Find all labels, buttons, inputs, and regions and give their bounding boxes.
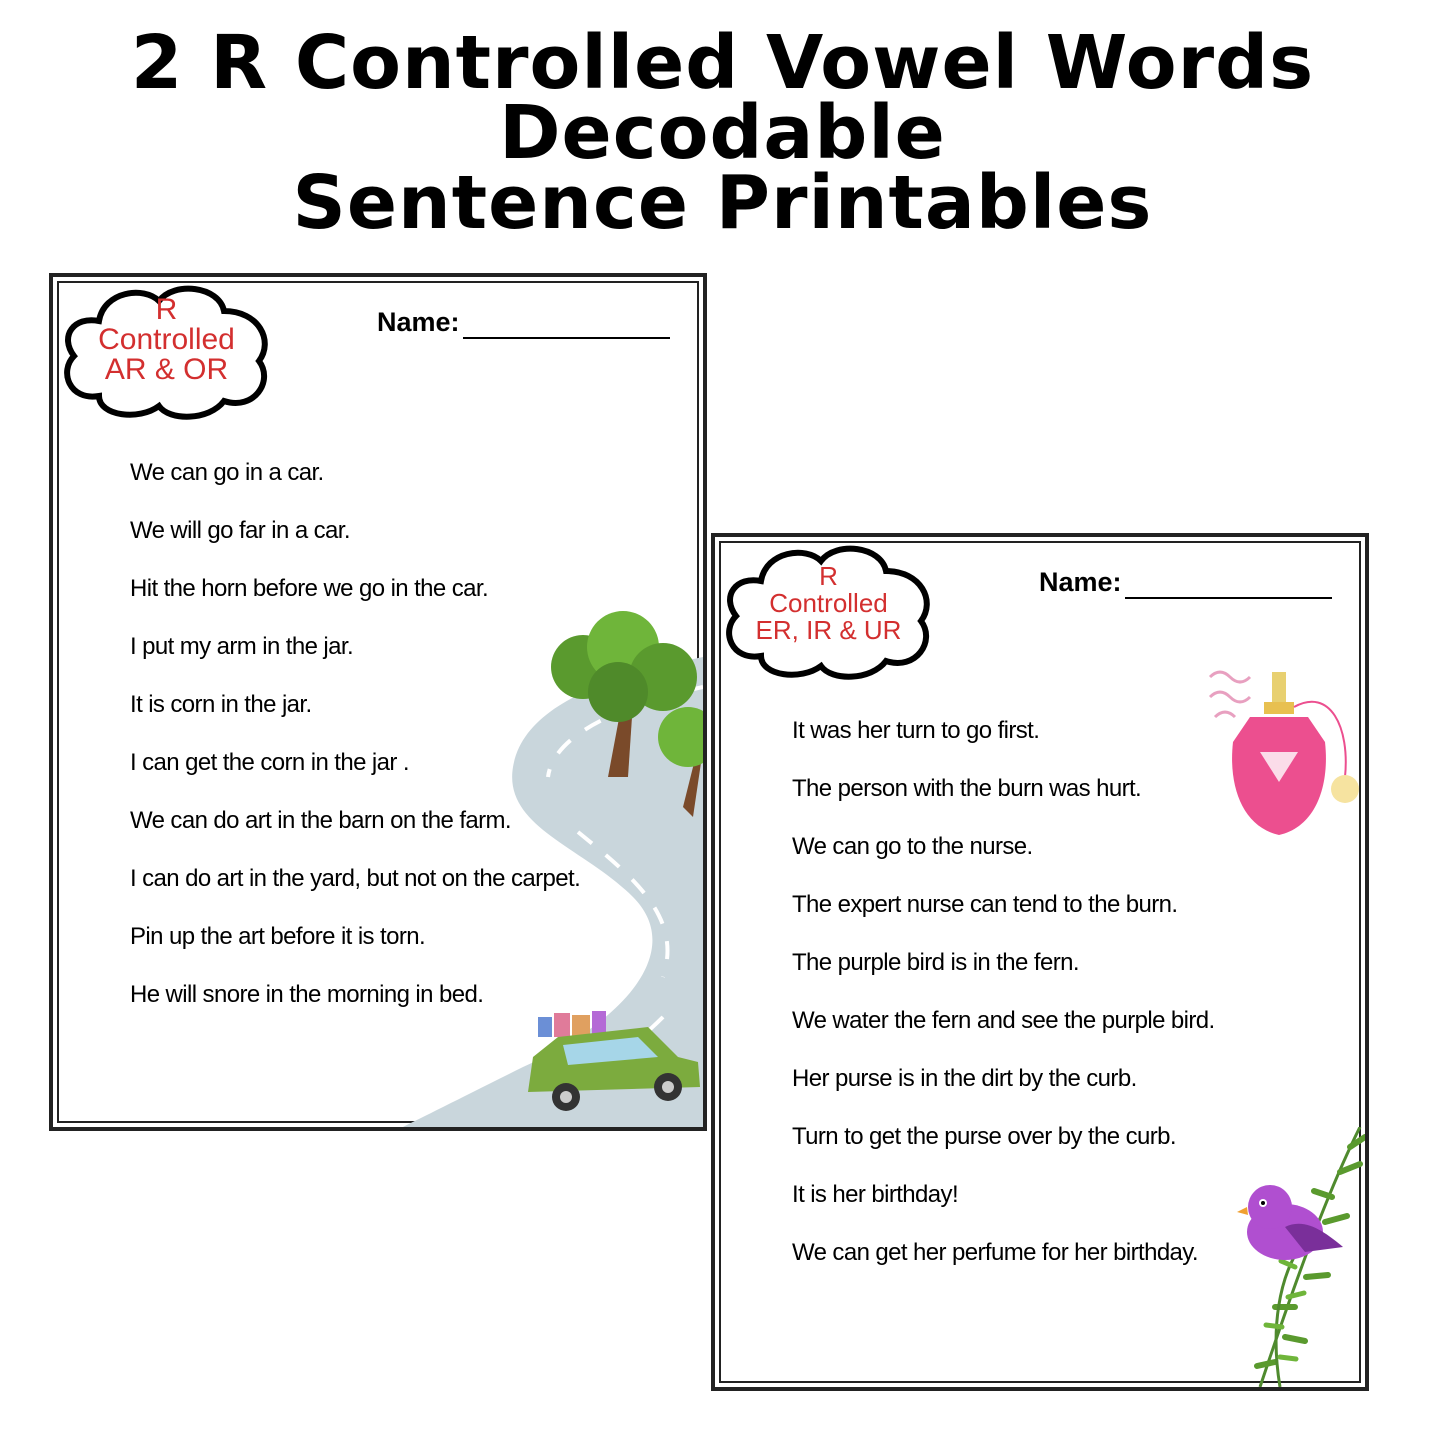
sentence-item: I can do art in the yard, but not on the carpet.	[130, 865, 581, 892]
sentence-item: We can go to the nurse.	[792, 833, 1033, 860]
badge-line-3: AR & OR	[104, 353, 229, 386]
sentence-item: It was her turn to go first.	[792, 717, 1040, 744]
sentence-item: It is her birthday!	[792, 1181, 959, 1208]
sentence-item: Turn to get the purse over by the curb.	[792, 1123, 1176, 1150]
badge-line-1: R	[819, 561, 838, 591]
sentence-item: We can do art in the barn on the farm.	[130, 807, 511, 834]
badge-line-2: Controlled	[98, 323, 235, 356]
name-field[interactable]	[463, 337, 670, 339]
sentence-item: Her purse is in the dirt by the curb.	[792, 1065, 1137, 1092]
badge-line-1: R	[155, 293, 178, 326]
worksheet-ar-or	[49, 273, 707, 1131]
sentence-list	[792, 717, 1215, 1297]
sentence-item: We will go far in a car.	[130, 517, 350, 544]
sentence-item: The person with the burn was hurt.	[792, 775, 1142, 802]
worksheet-er-ir-ur	[711, 533, 1369, 1391]
sentence-item: The purple bird is in the fern.	[792, 949, 1079, 976]
sentence-item: We can go in a car.	[130, 459, 324, 486]
bird-icon	[1235, 1177, 1345, 1267]
title-line-3: Sentence Printables	[292, 160, 1153, 246]
sentence-item: Hit the horn before we go in the car.	[130, 575, 489, 602]
page-title	[0, 20, 1445, 246]
sentence-item: It is corn in the jar.	[130, 691, 312, 718]
badge-line-3: ER, IR & UR	[755, 615, 902, 645]
sentence-item: We water the fern and see the purple bird.	[792, 1007, 1215, 1034]
badge-cloud	[721, 541, 936, 681]
sentence-item: The expert nurse can tend to the burn.	[792, 891, 1178, 918]
sentence-item: He will snore in the morning in bed.	[130, 981, 484, 1008]
sentence-list	[130, 459, 580, 1039]
name-label: Name:	[1039, 567, 1122, 597]
title-line-1: 2 R Controlled Vowel Words	[130, 20, 1315, 106]
sentence-item: We can get her perfume for her birthday.	[792, 1239, 1198, 1266]
sentence-item: I put my arm in the jar.	[130, 633, 354, 660]
title-line-2: Decodable	[499, 90, 946, 176]
name-label: Name:	[377, 307, 460, 337]
sentence-item: Pin up the art before it is torn.	[130, 923, 426, 950]
sentence-item: I can get the corn in the jar .	[130, 749, 409, 776]
badge-cloud	[59, 281, 274, 421]
badge-line-2: Controlled	[769, 588, 888, 618]
name-field[interactable]	[1125, 597, 1332, 599]
perfume-bottle-icon	[1200, 657, 1365, 857]
